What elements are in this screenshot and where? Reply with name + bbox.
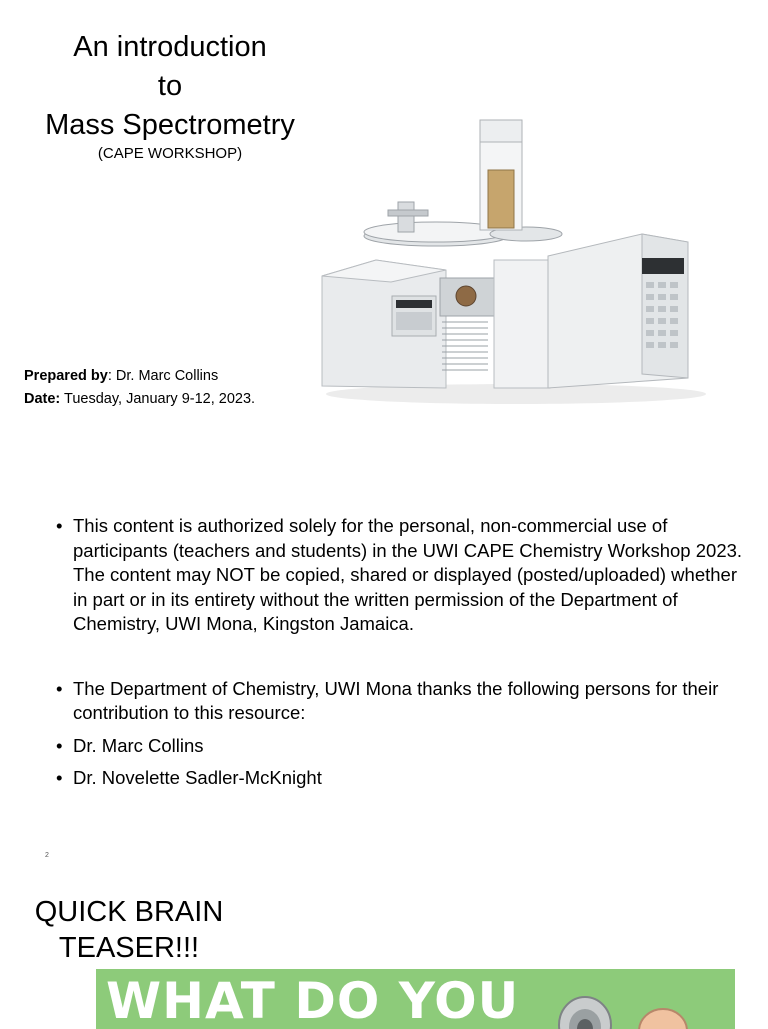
disclaimer-slide xyxy=(0,500,768,860)
prepared-by-row xyxy=(24,365,255,388)
ear-icon xyxy=(545,977,695,1029)
title-slide xyxy=(0,0,768,440)
title-line-1: An introduction xyxy=(73,31,267,63)
teaser-heading xyxy=(24,894,234,966)
date-row xyxy=(24,388,255,411)
teaser-line-1: QUICK BRAIN xyxy=(34,896,224,928)
prepared-by-label: Prepared by xyxy=(24,368,108,384)
bullet-acknowledgement: • The Department of Chemistry, UWI Mona thanks the following persons for their contribution to this resource: xyxy=(56,677,746,726)
prepared-by-value: : Dr. Marc Collins xyxy=(107,368,219,384)
banner-text: WHAT DO YOU xyxy=(106,972,520,1029)
bullet-list xyxy=(56,514,746,791)
teaser-banner-image xyxy=(96,969,735,1029)
page-number: 2 xyxy=(45,852,49,859)
bullet-contributor-1: • Dr. Marc Collins xyxy=(56,734,746,759)
bullet-contributor-2: • Dr. Novelette Sadler-McKnight xyxy=(56,766,746,791)
slide-subtitle: (CAPE WORKSHOP) xyxy=(97,145,243,162)
slide-title xyxy=(20,28,320,163)
mass-spectrometer-image xyxy=(316,110,708,416)
author-info xyxy=(24,365,255,411)
teaser-line-2: TEASER!!! xyxy=(58,932,200,964)
title-line-2: to xyxy=(157,70,183,102)
date-value: Tuesday, January 9-12, 2023. xyxy=(60,391,256,407)
date-label: Date: xyxy=(24,391,61,407)
bullet-disclaimer: • This content is authorized solely for the personal, non-commercial use of participants (teachers and students) in the UWI CAPE Chemistry Workshop 2023. The content may NOT be copied, shared or displayed (posted/uploaded) whether in part or in its entirety without the written permission of the Department of Chemistry, UWI Mona, Kingston Jamaica. xyxy=(56,514,746,637)
teaser-slide xyxy=(0,880,768,1029)
title-line-3: Mass Spectrometry xyxy=(45,109,295,141)
